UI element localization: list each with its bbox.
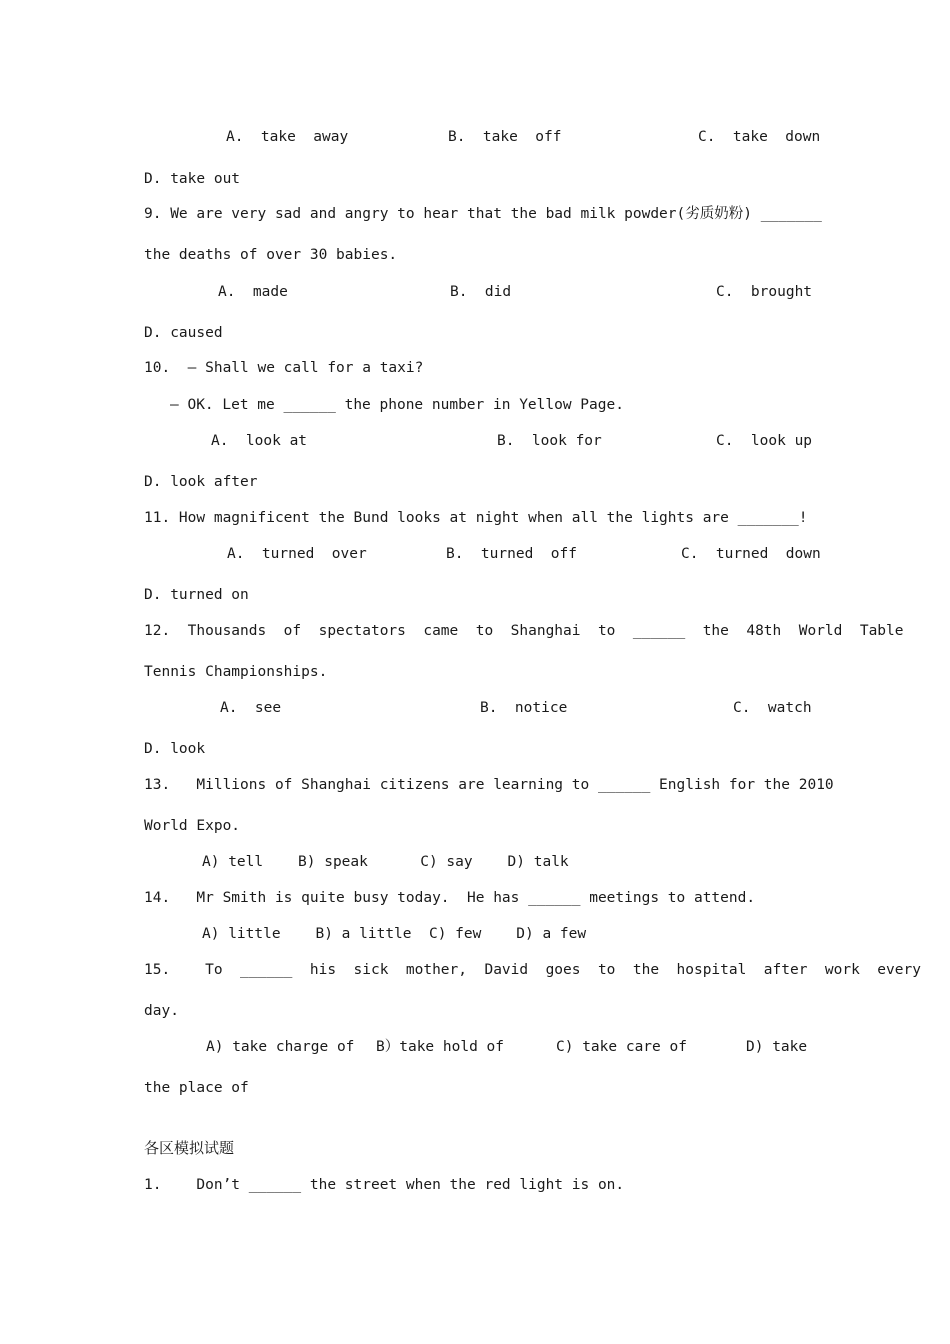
q10-stem-line1: 10. – Shall we call for a taxi? bbox=[144, 360, 424, 376]
q11-option-d: D. turned on bbox=[144, 587, 249, 603]
q9-option-a: A. made bbox=[218, 284, 288, 300]
q12-option-c: C. watch bbox=[733, 700, 812, 716]
q10-stem-line2: – OK. Let me ______ the phone number in Yellow Page. bbox=[170, 397, 624, 413]
q14-options: A) little B) a little C) few D) a few bbox=[202, 926, 587, 942]
q9-option-b: B. did bbox=[450, 284, 512, 300]
q11-option-a: A. turned over bbox=[227, 546, 367, 562]
q8-option-b: B. take off bbox=[448, 129, 562, 145]
q13-stem-line2: World Expo. bbox=[144, 818, 241, 834]
q14-stem-line1: 14. Mr Smith is quite busy today. He has ______ meetings to attend. bbox=[144, 890, 756, 906]
q13-options: A) tell B) speak C) say D) talk bbox=[202, 854, 569, 870]
q10-option-d: D. look after bbox=[144, 474, 258, 490]
q15-option-c: C) take care of bbox=[556, 1039, 687, 1055]
q11-option-b: B. turned off bbox=[446, 546, 577, 562]
q12-option-d: D. look bbox=[144, 741, 206, 757]
q11-option-c: C. turned down bbox=[681, 546, 821, 562]
q10-option-c: C. look up bbox=[716, 433, 813, 449]
q9-stem-line2: the deaths of over 30 babies. bbox=[144, 247, 398, 263]
q15-option-d: D) take bbox=[746, 1039, 808, 1055]
q12-option-b: B. notice bbox=[480, 700, 568, 716]
q8-option-c: C. take down bbox=[698, 129, 821, 145]
s1-stem-line1: 1. Don’t ______ the street when the red light is on. bbox=[144, 1177, 625, 1193]
q15-stem-line1: 15. To ______ his sick mother, David goes to the hospital after work every bbox=[144, 962, 921, 978]
q9-option-d: D. caused bbox=[144, 325, 223, 341]
q12-stem-line2: Tennis Championships. bbox=[144, 664, 328, 680]
q10-option-a: A. look at bbox=[211, 433, 308, 449]
q15-stem-line2: day. bbox=[144, 1003, 179, 1019]
q8-option-a: A. take away bbox=[226, 129, 349, 145]
q15-option-a: A) take charge of bbox=[206, 1039, 355, 1055]
q12-stem-line1: 12. Thousands of spectators came to Shanghai to ______ the 48th World Table bbox=[144, 623, 904, 639]
q15-option-b: B）take hold of bbox=[376, 1039, 504, 1055]
q9-stem-line1: 9. We are very sad and angry to hear that the bad milk powder(劣质奶粉) _______ bbox=[144, 206, 822, 222]
q15-options-line2: the place of bbox=[144, 1080, 249, 1096]
section-title: 各区模拟试题 bbox=[144, 1139, 235, 1157]
q10-option-b: B. look for bbox=[497, 433, 602, 449]
q8-option-d: D. take out bbox=[144, 171, 241, 187]
q13-stem-line1: 13. Millions of Shanghai citizens are learning to ______ English for the 2010 bbox=[144, 777, 834, 793]
q11-stem-line1: 11. How magnificent the Bund looks at night when all the lights are _______! bbox=[144, 510, 808, 526]
q12-option-a: A. see bbox=[220, 700, 282, 716]
q9-option-c: C. brought bbox=[716, 284, 813, 300]
